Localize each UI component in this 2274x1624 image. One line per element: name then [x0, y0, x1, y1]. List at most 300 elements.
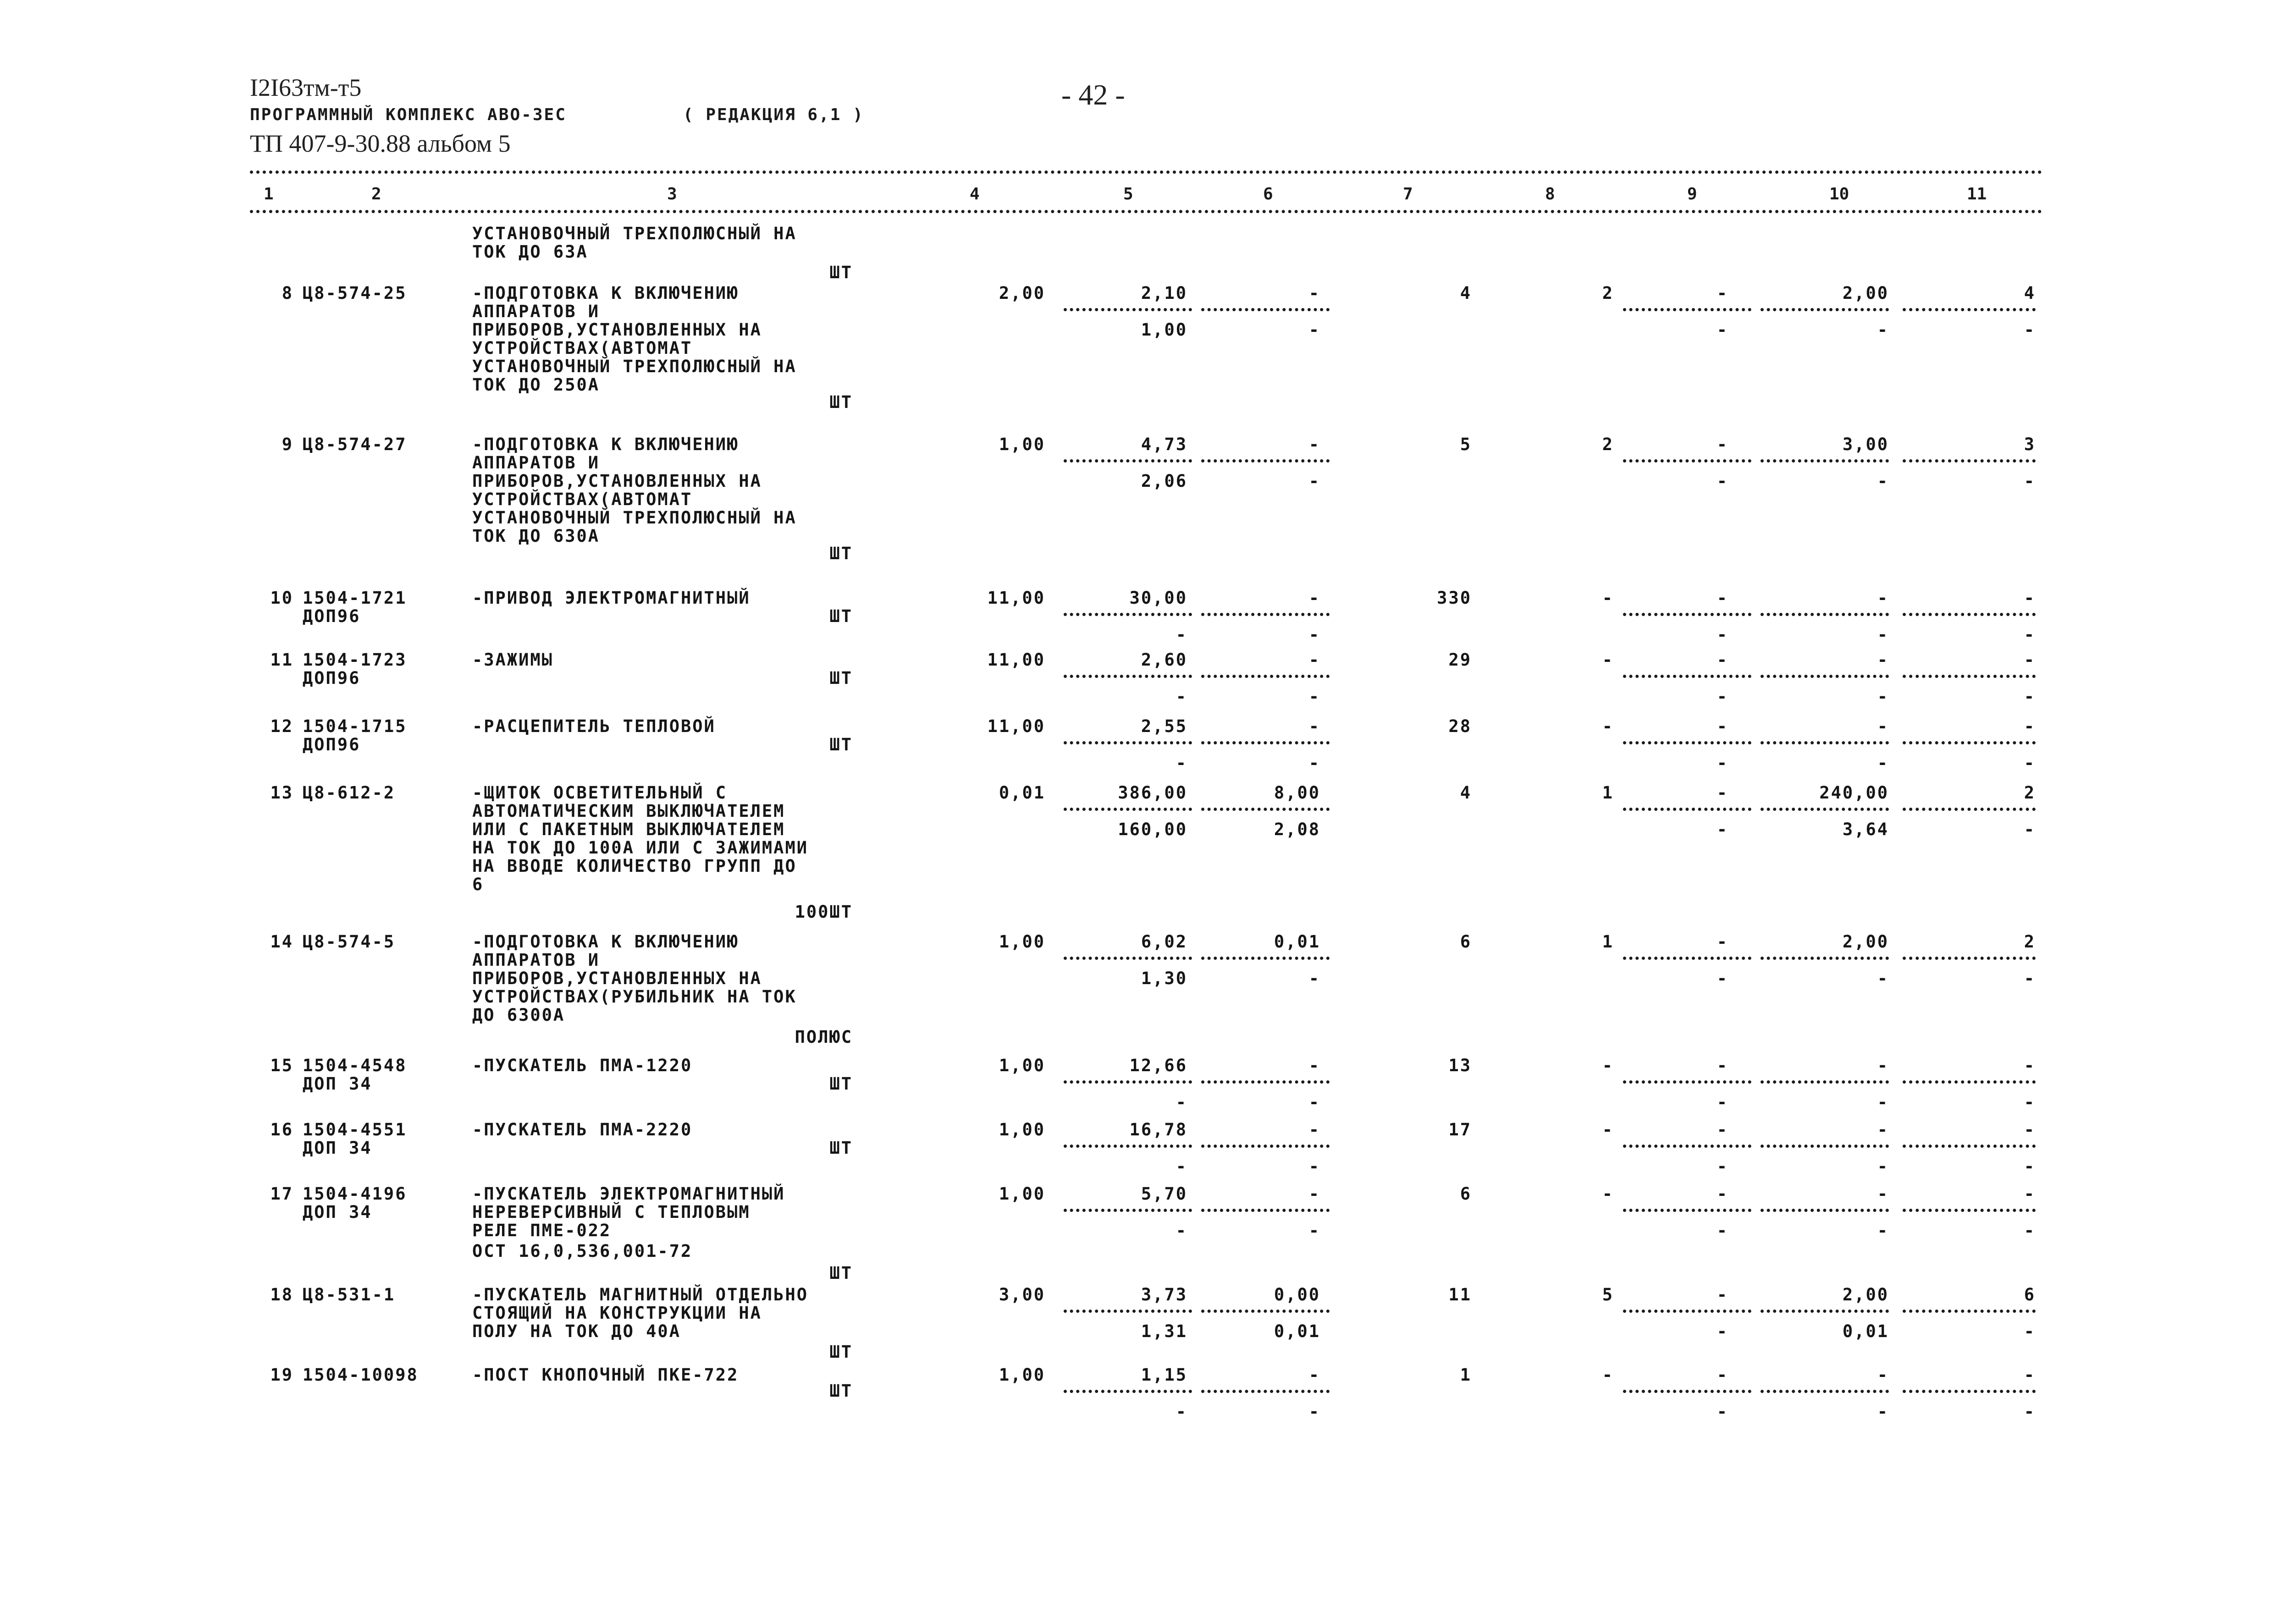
- row-divider: [1903, 675, 2036, 678]
- row-description-line: ПРИБОРОВ,УСТАНОВЛЕННЫХ НА: [472, 969, 762, 988]
- row-col7: 28: [1448, 716, 1472, 736]
- row-col5: 12,66: [1129, 1056, 1187, 1075]
- row-description-line: -ПОДГОТОВКА К ВКЛЮЧЕНИЮ: [472, 283, 739, 303]
- document-code: I2I63тм-т5: [250, 74, 362, 101]
- row-divider: [1903, 1080, 2036, 1084]
- row-col11-sub: -: [2024, 687, 2036, 706]
- row-description-line: -РАСЦЕПИТЕЛЬ ТЕПЛОВОЙ: [472, 716, 716, 736]
- row-description-line: УСТАНОВОЧНЫЙ ТРЕХПОЛЮСНЫЙ НА: [472, 224, 797, 243]
- row-col8: -: [1602, 1184, 1614, 1204]
- row-col10-sub: -: [1877, 625, 1889, 644]
- row-col10: 2,00: [1842, 932, 1889, 952]
- row-description-line: УСТРОЙСТВАХ(РУБИЛЬНИК НА ТОК: [472, 987, 797, 1007]
- row-divider: [1201, 1209, 1330, 1212]
- row-divider: [1201, 1310, 1330, 1313]
- row-divider: [1201, 1390, 1330, 1393]
- row-unit: ШТ: [829, 1074, 853, 1094]
- row-col9-sub: -: [1717, 471, 1728, 491]
- row-col5: 1,15: [1141, 1365, 1187, 1385]
- row-divider: [1201, 459, 1330, 462]
- row-col7: 4: [1460, 783, 1472, 803]
- row-divider: [1903, 741, 2036, 744]
- row-col5: 16,78: [1129, 1120, 1187, 1140]
- row-divider: [1201, 1145, 1330, 1148]
- row-col9-sub: -: [1717, 753, 1728, 773]
- row-col11-sub: -: [2024, 820, 2036, 839]
- row-col10: -: [1877, 716, 1889, 736]
- row-col8: 2: [1602, 435, 1614, 454]
- row-col6-sub: -: [1308, 625, 1320, 644]
- row-col9-sub: -: [1717, 1092, 1728, 1112]
- row-divider: [1623, 808, 1751, 811]
- row-col9: -: [1717, 588, 1728, 608]
- row-col6-sub: -: [1308, 1156, 1320, 1176]
- row-divider: [1623, 1310, 1751, 1313]
- row-col6: -: [1308, 1120, 1320, 1140]
- row-divider: [1903, 1390, 2036, 1393]
- column-number: 3: [667, 185, 677, 204]
- row-divider: [1761, 1310, 1889, 1313]
- row-number: 17: [270, 1184, 293, 1204]
- row-divider: [1761, 957, 1889, 960]
- row-col11: 3: [2024, 435, 2036, 454]
- row-col5: 2,10: [1141, 283, 1187, 303]
- row-col6: -: [1308, 588, 1320, 608]
- row-col10: -: [1877, 1056, 1889, 1075]
- column-number: 10: [1829, 185, 1849, 204]
- row-col9-sub: -: [1717, 820, 1728, 839]
- row-divider: [1623, 1080, 1751, 1084]
- row-col6-sub: -: [1308, 471, 1320, 491]
- row-col6: 8,00: [1274, 783, 1320, 803]
- row-divider: [1623, 459, 1751, 462]
- row-code: 1504-1721: [303, 588, 407, 608]
- row-col5: 2,55: [1141, 716, 1187, 736]
- row-divider: [1064, 459, 1192, 462]
- row-description-line: УСТРОЙСТВАХ(АВТОМАТ: [472, 490, 693, 509]
- row-col9: -: [1717, 716, 1728, 736]
- row-col4: 1,00: [999, 1184, 1045, 1204]
- row-col6-sub: 2,08: [1274, 820, 1320, 839]
- row-col9-sub: -: [1717, 1402, 1728, 1421]
- row-col5: 3,73: [1141, 1285, 1187, 1305]
- row-col4: 1,00: [999, 1056, 1045, 1075]
- row-description-line: ПРИБОРОВ,УСТАНОВЛЕННЫХ НА: [472, 320, 762, 340]
- row-unit: ШТ: [829, 735, 853, 754]
- row-col11: -: [2024, 650, 2036, 670]
- row-description-line: ПОЛУ НА ТОК ДО 40А: [472, 1321, 681, 1341]
- row-code: Ц8-531-1: [303, 1285, 396, 1305]
- row-divider: [1761, 613, 1889, 616]
- row-col11-sub: -: [2024, 1402, 2036, 1421]
- row-divider: [1761, 459, 1889, 462]
- row-divider: [1903, 308, 2036, 311]
- row-description-line: УСТАНОВОЧНЫЙ ТРЕХПОЛЮСНЫЙ НА: [472, 357, 797, 376]
- row-col9-sub: -: [1717, 625, 1728, 644]
- row-col5: 6,02: [1141, 932, 1187, 952]
- row-col6-sub: -: [1308, 687, 1320, 706]
- row-col6: -: [1308, 435, 1320, 454]
- row-col9: -: [1717, 283, 1728, 303]
- row-col9-sub: -: [1717, 320, 1728, 340]
- row-col7: 4: [1460, 283, 1472, 303]
- row-col7: 13: [1448, 1056, 1472, 1075]
- column-number: 8: [1545, 185, 1555, 204]
- row-divider: [1623, 613, 1751, 616]
- row-col10: 240,00: [1819, 783, 1889, 803]
- row-code: Ц8-612-2: [303, 783, 396, 803]
- row-col10: -: [1877, 1184, 1889, 1204]
- row-description-line: -ЗАЖИМЫ: [472, 650, 553, 670]
- column-number: 11: [1967, 185, 1987, 204]
- row-col11-sub: -: [2024, 1221, 2036, 1240]
- row-description-line: -ПУСКАТЕЛЬ МАГНИТНЫЙ ОТДЕЛЬНО: [472, 1285, 809, 1305]
- row-code-extra: ДОП96: [303, 735, 361, 754]
- row-description-line: АВТОМАТИЧЕСКИМ ВЫКЛЮЧАТЕЛЕМ: [472, 801, 785, 821]
- row-code: 1504-1715: [303, 716, 407, 736]
- row-col5-sub: 1,00: [1141, 320, 1187, 340]
- row-description-line: АППАРАТОВ И: [472, 950, 600, 970]
- row-col4: 11,00: [987, 650, 1045, 670]
- row-col4: 11,00: [987, 716, 1045, 736]
- row-description-line: РЕЛЕ ПМЕ-022: [472, 1221, 612, 1240]
- edition-label: ( РЕДАКЦИЯ 6,1 ): [683, 105, 864, 124]
- row-col11: 2: [2024, 783, 2036, 803]
- row-divider: [1064, 1209, 1192, 1212]
- row-col4: 3,00: [999, 1285, 1045, 1305]
- row-col9-sub: -: [1717, 1221, 1728, 1240]
- row-divider: [1623, 308, 1751, 311]
- row-number: 10: [270, 588, 293, 608]
- row-col9: -: [1717, 1184, 1728, 1204]
- column-number: 5: [1123, 185, 1133, 204]
- row-divider: [1201, 1080, 1330, 1084]
- row-col10-sub: -: [1877, 753, 1889, 773]
- row-col7: 17: [1448, 1120, 1472, 1140]
- row-unit: ШТ: [829, 1263, 853, 1283]
- row-col8: 1: [1602, 783, 1614, 803]
- row-description-line: -ПУСКАТЕЛЬ ПМА-2220: [472, 1120, 693, 1140]
- row-col6: 0,00: [1274, 1285, 1320, 1305]
- row-divider: [1623, 957, 1751, 960]
- row-col6-sub: -: [1308, 1221, 1320, 1240]
- row-number: 18: [270, 1285, 293, 1305]
- row-col8: -: [1602, 650, 1614, 670]
- row-col10: 2,00: [1842, 1285, 1889, 1305]
- row-col7: 330: [1437, 588, 1472, 608]
- row-col7: 29: [1448, 650, 1472, 670]
- row-divider: [1623, 741, 1751, 744]
- row-unit: ШТ: [829, 668, 853, 688]
- row-col11: -: [2024, 1184, 2036, 1204]
- row-code: Ц8-574-25: [303, 283, 407, 303]
- row-code-extra: ДОП 34: [303, 1202, 372, 1222]
- row-divider: [1064, 1080, 1192, 1084]
- row-divider: [1761, 675, 1889, 678]
- row-description-line: -ПУСКАТЕЛЬ ЭЛЕКТРОМАГНИТНЫЙ: [472, 1184, 785, 1204]
- row-col4: 1,00: [999, 1120, 1045, 1140]
- row-divider: [1623, 1390, 1751, 1393]
- row-col5-sub: -: [1176, 1221, 1187, 1240]
- row-divider: [1201, 308, 1330, 311]
- row-code: 1504-4196: [303, 1184, 407, 1204]
- row-col9: -: [1717, 1365, 1728, 1385]
- row-col9: -: [1717, 1120, 1728, 1140]
- row-col7: 6: [1460, 1184, 1472, 1204]
- row-unit: ШТ: [829, 1342, 853, 1362]
- row-divider: [1903, 459, 2036, 462]
- row-col10-sub: 0,01: [1842, 1321, 1889, 1341]
- row-col6-sub: 0,01: [1274, 1321, 1320, 1341]
- row-col7: 6: [1460, 932, 1472, 952]
- row-col11: -: [2024, 1056, 2036, 1075]
- row-divider: [1201, 741, 1330, 744]
- row-code-extra: ДОП 34: [303, 1074, 372, 1094]
- row-col9-sub: -: [1717, 1321, 1728, 1341]
- row-divider: [1903, 957, 2036, 960]
- row-divider: [1761, 808, 1889, 811]
- row-code: 1504-4551: [303, 1120, 407, 1140]
- row-col10: 3,00: [1842, 435, 1889, 454]
- row-col8: -: [1602, 1120, 1614, 1140]
- row-unit: ШТ: [829, 1138, 853, 1158]
- row-col9: -: [1717, 1056, 1728, 1075]
- row-description-line: -ПУСКАТЕЛЬ ПМА-1220: [472, 1056, 693, 1075]
- row-col11: -: [2024, 1365, 2036, 1385]
- row-code-extra: ДОП96: [303, 668, 361, 688]
- row-col10-sub: -: [1877, 969, 1889, 988]
- row-description-line: -ПОДГОТОВКА К ВКЛЮЧЕНИЮ: [472, 932, 739, 952]
- row-col5-sub: 1,30: [1141, 969, 1187, 988]
- row-divider: [1761, 741, 1889, 744]
- row-number: 12: [270, 716, 293, 736]
- row-divider: [1903, 808, 2036, 811]
- row-divider: [1623, 675, 1751, 678]
- row-col9-sub: -: [1717, 969, 1728, 988]
- row-divider: [1903, 613, 2036, 616]
- row-unit: 100ШТ: [795, 902, 853, 922]
- row-col8: 5: [1602, 1285, 1614, 1305]
- row-number: 16: [270, 1120, 293, 1140]
- row-col11-sub: -: [2024, 625, 2036, 644]
- row-description-line: АППАРАТОВ И: [472, 453, 600, 473]
- row-divider: [1903, 1209, 2036, 1212]
- row-divider: [1903, 1310, 2036, 1313]
- row-col4: 1,00: [999, 932, 1045, 952]
- row-col10: -: [1877, 1120, 1889, 1140]
- row-divider: [1201, 957, 1330, 960]
- row-divider: [1201, 613, 1330, 616]
- row-col5-sub: -: [1176, 625, 1187, 644]
- row-col6: 0,01: [1274, 932, 1320, 952]
- column-number: 2: [371, 185, 381, 204]
- row-col6: -: [1308, 650, 1320, 670]
- row-col10-sub: -: [1877, 1156, 1889, 1176]
- row-description-line: -ЩИТОК ОСВЕТИТЕЛЬНЫЙ С: [472, 783, 728, 803]
- row-col4: 1,00: [999, 435, 1045, 454]
- row-col10: -: [1877, 650, 1889, 670]
- row-unit: ШТ: [829, 606, 853, 626]
- row-divider: [1761, 1390, 1889, 1393]
- row-divider: [1761, 1209, 1889, 1212]
- row-col10: -: [1877, 1365, 1889, 1385]
- row-number: 8: [281, 283, 293, 303]
- row-divider: [1064, 1310, 1192, 1313]
- row-divider: [1064, 741, 1192, 744]
- row-col11: -: [2024, 716, 2036, 736]
- row-col9: -: [1717, 783, 1728, 803]
- row-col10: 2,00: [1842, 283, 1889, 303]
- row-description-line: АППАРАТОВ И: [472, 302, 600, 321]
- row-divider: [1064, 1390, 1192, 1393]
- row-divider: [1064, 808, 1192, 811]
- row-col5-sub: 160,00: [1118, 820, 1187, 839]
- row-col9-sub: -: [1717, 687, 1728, 706]
- row-code-extra: ДОП 34: [303, 1138, 372, 1158]
- row-col5: 386,00: [1118, 783, 1187, 803]
- row-col11: 4: [2024, 283, 2036, 303]
- row-divider: [1201, 808, 1330, 811]
- row-col8: -: [1602, 716, 1614, 736]
- row-unit: ШТ: [829, 1381, 853, 1401]
- row-description-line: УСТАНОВОЧНЫЙ ТРЕХПОЛЮСНЫЙ НА: [472, 508, 797, 528]
- row-col11-sub: -: [2024, 320, 2036, 340]
- row-col5-sub: 1,31: [1141, 1321, 1187, 1341]
- table-header-rule: [250, 210, 2042, 213]
- row-description-line: ИЛИ С ПАКЕТНЫМ ВЫКЛЮЧАТЕЛЕМ: [472, 820, 785, 839]
- row-col9: -: [1717, 932, 1728, 952]
- row-col5-sub: -: [1176, 1156, 1187, 1176]
- row-col6: -: [1308, 283, 1320, 303]
- column-number: 6: [1263, 185, 1273, 204]
- row-col6: -: [1308, 1365, 1320, 1385]
- column-number: 1: [264, 185, 274, 204]
- row-divider: [1064, 1145, 1192, 1148]
- row-col10-sub: -: [1877, 1221, 1889, 1240]
- row-divider: [1064, 675, 1192, 678]
- row-col11: -: [2024, 588, 2036, 608]
- row-description-line: -ПОСТ КНОПОЧНЫЙ ПКЕ-722: [472, 1365, 739, 1385]
- row-col8: 2: [1602, 283, 1614, 303]
- row-code-extra: ДОП96: [303, 606, 361, 626]
- row-description-line: ТОК ДО 250А: [472, 375, 600, 395]
- row-code: 1504-1723: [303, 650, 407, 670]
- row-col9: -: [1717, 435, 1728, 454]
- row-col11-sub: -: [2024, 1156, 2036, 1176]
- row-number: 14: [270, 932, 293, 952]
- row-col5-sub: -: [1176, 753, 1187, 773]
- row-col11-sub: -: [2024, 1092, 2036, 1112]
- row-col6: -: [1308, 1056, 1320, 1075]
- program-name: ПРОГРАММНЫЙ КОМПЛЕКС АВО-3ЕС: [250, 105, 567, 124]
- row-description-line: ДО 6300А: [472, 1005, 565, 1025]
- row-col10-sub: 3,64: [1842, 820, 1889, 839]
- row-divider: [1201, 675, 1330, 678]
- row-col11-sub: -: [2024, 471, 2036, 491]
- row-col6: -: [1308, 1184, 1320, 1204]
- row-col8: -: [1602, 1056, 1614, 1075]
- row-col10-sub: -: [1877, 687, 1889, 706]
- row-col7: 11: [1448, 1285, 1472, 1305]
- row-description-line: НА ВВОДЕ КОЛИЧЕСТВО ГРУПП ДО: [472, 856, 797, 876]
- row-col5-sub: -: [1176, 1092, 1187, 1112]
- row-col5: 30,00: [1129, 588, 1187, 608]
- row-col9-sub: -: [1717, 1156, 1728, 1176]
- row-code: Ц8-574-27: [303, 435, 407, 454]
- row-col11-sub: -: [2024, 1321, 2036, 1341]
- row-col5-sub: -: [1176, 1402, 1187, 1421]
- row-col11: 2: [2024, 932, 2036, 952]
- column-number: 4: [970, 185, 980, 204]
- row-col6-sub: -: [1308, 753, 1320, 773]
- row-number: 9: [281, 435, 293, 454]
- row-col10-sub: -: [1877, 1092, 1889, 1112]
- row-col5: 2,60: [1141, 650, 1187, 670]
- row-col10-sub: -: [1877, 471, 1889, 491]
- row-divider: [1623, 1145, 1751, 1148]
- row-col10-sub: -: [1877, 320, 1889, 340]
- row-code: 1504-10098: [303, 1365, 419, 1385]
- row-col8: -: [1602, 1365, 1614, 1385]
- row-divider: [1761, 1145, 1889, 1148]
- row-col6-sub: -: [1308, 320, 1320, 340]
- column-number: 7: [1403, 185, 1413, 204]
- row-col10: -: [1877, 588, 1889, 608]
- row-col5-sub: 2,06: [1141, 471, 1187, 491]
- row-divider: [1761, 1080, 1889, 1084]
- row-unit: ШТ: [829, 544, 853, 563]
- row-description-line: НА ТОК ДО 100А ИЛИ С ЗАЖИМАМИ: [472, 838, 809, 858]
- row-divider: [1903, 1145, 2036, 1148]
- row-col6-sub: -: [1308, 1402, 1320, 1421]
- row-unit: ШТ: [829, 263, 853, 282]
- row-col4: 1,00: [999, 1365, 1045, 1385]
- row-divider: [1064, 308, 1192, 311]
- row-divider: [1761, 308, 1889, 311]
- row-number: 13: [270, 783, 293, 803]
- row-divider: [1623, 1209, 1751, 1212]
- album-label: ТП 407-9-30.88 альбом 5: [250, 130, 511, 157]
- row-description-line: УСТРОЙСТВАХ(АВТОМАТ: [472, 338, 693, 358]
- row-description-line: -ПОДГОТОВКА К ВКЛЮЧЕНИЮ: [472, 435, 739, 454]
- row-number: 19: [270, 1365, 293, 1385]
- row-col9: -: [1717, 650, 1728, 670]
- row-description-line: 6: [472, 875, 484, 894]
- row-description-line: НЕРЕВЕРСИВНЫЙ С ТЕПЛОВЫМ: [472, 1202, 751, 1222]
- row-unit: ПОЛЮС: [795, 1027, 853, 1047]
- row-code: Ц8-574-5: [303, 932, 396, 952]
- row-col8: 1: [1602, 932, 1614, 952]
- row-col11-sub: -: [2024, 753, 2036, 773]
- row-unit: ШТ: [829, 392, 853, 412]
- row-number: 11: [270, 650, 293, 670]
- row-col6: -: [1308, 716, 1320, 736]
- row-col5: 5,70: [1141, 1184, 1187, 1204]
- row-col4: 0,01: [999, 783, 1045, 803]
- column-number: 9: [1687, 185, 1697, 204]
- row-code: 1504-4548: [303, 1056, 407, 1075]
- row-col6-sub: -: [1308, 969, 1320, 988]
- row-description-line: ТОК ДО 63А: [472, 242, 588, 262]
- row-col8: -: [1602, 588, 1614, 608]
- row-col11: 6: [2024, 1285, 2036, 1305]
- row-description-line: ОСТ 16,0,536,001-72: [472, 1241, 693, 1261]
- row-divider: [1064, 613, 1192, 616]
- page-number: - 42 -: [1061, 78, 1125, 111]
- row-col4: 11,00: [987, 588, 1045, 608]
- row-col7: 1: [1460, 1365, 1472, 1385]
- row-description-line: -ПРИВОД ЭЛЕКТРОМАГНИТНЫЙ: [472, 588, 751, 608]
